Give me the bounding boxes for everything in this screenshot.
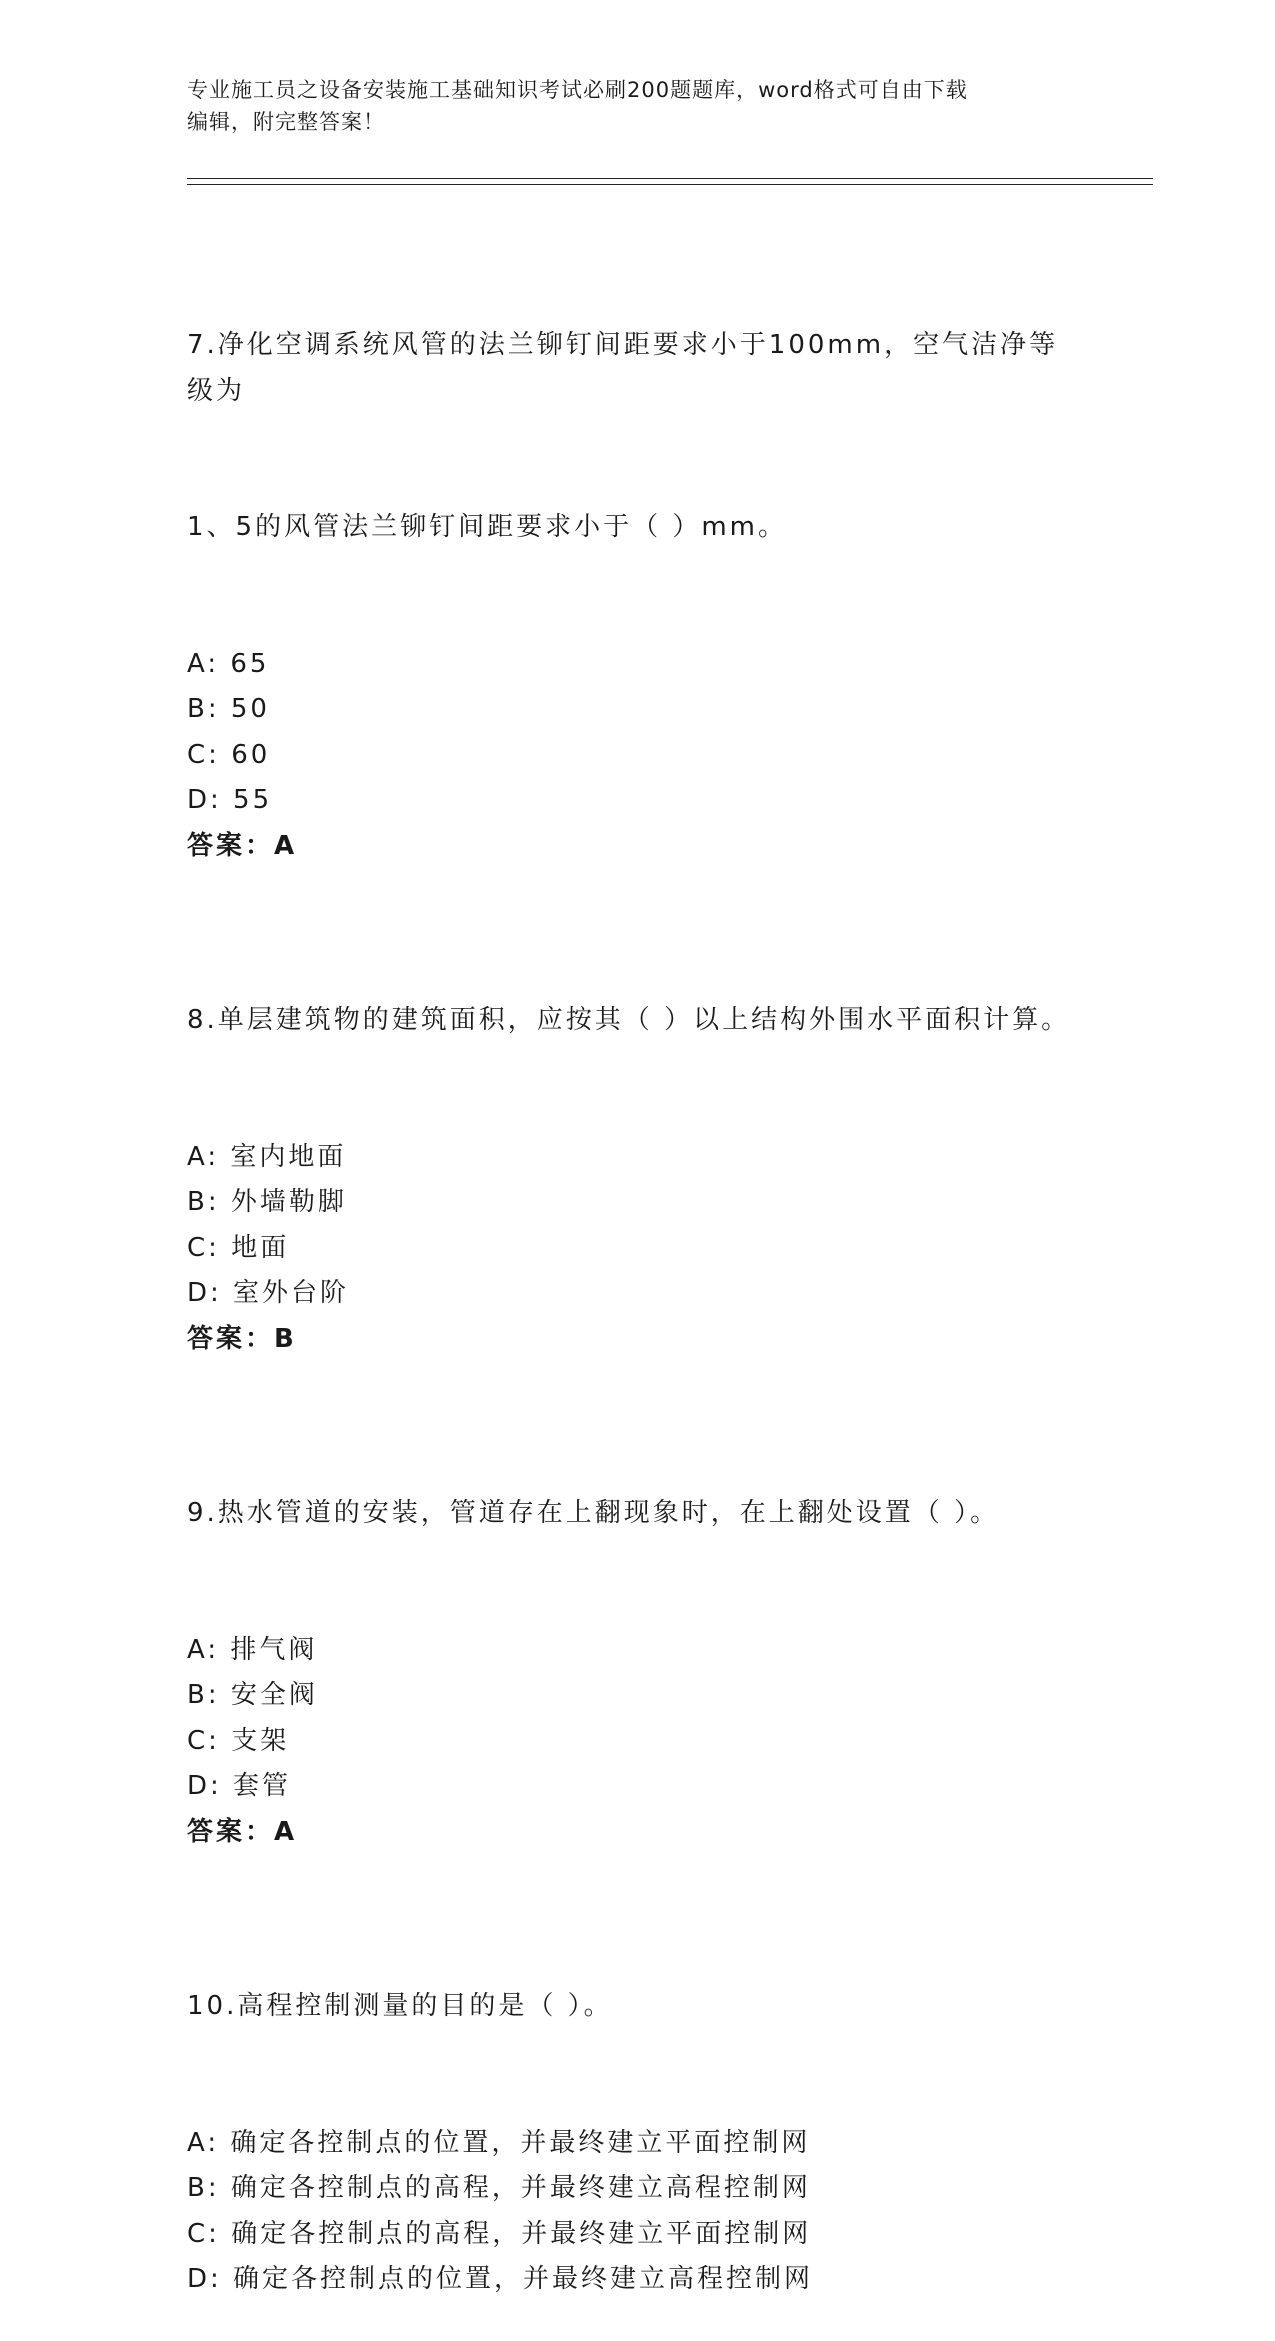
option-d xyxy=(187,1764,1087,1810)
option-b xyxy=(187,1180,1087,1226)
option-text: 确定各控制点的位置，并最终建立平面控制网 xyxy=(230,2127,811,2158)
option-letter: D: xyxy=(187,1278,222,1308)
answer-label: 答案：A xyxy=(187,830,298,861)
question-item xyxy=(187,907,1087,1362)
option-a xyxy=(187,642,1087,688)
option-a xyxy=(187,2121,1087,2167)
option-text: 确定各控制点的位置，并最终建立高程控制网 xyxy=(233,2264,814,2294)
option-d xyxy=(187,1271,1087,1317)
option-c xyxy=(187,2212,1087,2258)
option-b xyxy=(187,687,1087,733)
option-text: 55 xyxy=(233,785,273,815)
option-letter: B: xyxy=(187,1680,220,1710)
question-item xyxy=(187,1400,1087,1855)
option-letter: C: xyxy=(187,739,220,770)
option-d xyxy=(187,778,1087,824)
answer-label: 答案：B xyxy=(187,1323,297,1354)
option-text: 外墙勒脚 xyxy=(230,1187,347,1217)
option-text: 60 xyxy=(231,739,271,770)
question-text xyxy=(187,1400,1087,1628)
option-b xyxy=(187,2166,1087,2212)
option-letter: A: xyxy=(187,1634,220,1665)
question-text-line: 7.净化空调系统风管的法兰铆钉间距要求小于100mm，空气洁净等级为 xyxy=(187,330,1059,406)
option-letter: D: xyxy=(187,1771,222,1801)
option-letter: C: xyxy=(187,2218,220,2249)
option-letter: B: xyxy=(187,1187,220,1217)
question-text-line: 10.高程控制测量的目的是（ ）。 xyxy=(187,1991,613,2021)
option-c xyxy=(187,733,1087,779)
option-c xyxy=(187,1719,1087,1765)
option-letter: C: xyxy=(187,1725,220,1756)
option-text: 套管 xyxy=(233,1771,292,1801)
question-item xyxy=(187,1893,1087,2303)
question-text-line: 8.单层建筑物的建筑面积，应按其（ ）以上结构外围水平面积计算。 xyxy=(187,1005,1071,1035)
document-header xyxy=(187,74,1087,138)
option-text: 排气阀 xyxy=(230,1634,318,1665)
option-letter: A: xyxy=(187,2127,220,2158)
question-list xyxy=(187,232,1087,2341)
option-text: 确定各控制点的高程，并最终建立平面控制网 xyxy=(231,2218,812,2249)
option-text: 室内地面 xyxy=(230,1141,347,1172)
question-text xyxy=(187,232,1087,642)
question-text-line: 1、5的风管法兰铆钉间距要求小于（ ）mm。 xyxy=(187,512,788,542)
answer-label: 答案：A xyxy=(187,1816,298,1847)
question-text-line: 9.热水管道的安装，管道存在上翻现象时，在上翻处设置（ ）。 xyxy=(187,1498,1000,1528)
option-text: 支架 xyxy=(231,1725,290,1756)
option-letter: D: xyxy=(187,2264,222,2294)
option-a xyxy=(187,1628,1087,1674)
option-letter: B: xyxy=(187,2173,220,2203)
option-text: 65 xyxy=(230,648,270,679)
option-letter: A: xyxy=(187,648,220,679)
option-a xyxy=(187,1135,1087,1181)
option-text: 地面 xyxy=(231,1232,290,1263)
header-divider xyxy=(187,178,1153,185)
option-letter: C: xyxy=(187,1232,220,1263)
option-letter: A: xyxy=(187,1141,220,1172)
header-title-line-1: 专业施工员之设备安装施工基础知识考试必刷200题题库，word格式可自由下载 xyxy=(187,78,968,102)
question-item xyxy=(187,232,1087,869)
option-b xyxy=(187,1673,1087,1719)
option-c xyxy=(187,1226,1087,1272)
option-d xyxy=(187,2257,1087,2303)
option-letter: B: xyxy=(187,694,220,724)
option-text: 确定各控制点的高程，并最终建立高程控制网 xyxy=(230,2173,811,2203)
option-text: 室外台阶 xyxy=(233,1278,350,1308)
question-text xyxy=(187,1893,1087,2121)
option-text: 50 xyxy=(230,694,270,724)
option-letter: D: xyxy=(187,785,222,815)
option-text: 安全阀 xyxy=(230,1680,318,1710)
question-text xyxy=(187,907,1087,1135)
header-title-line-2: 编辑，附完整答案！ xyxy=(187,110,385,134)
